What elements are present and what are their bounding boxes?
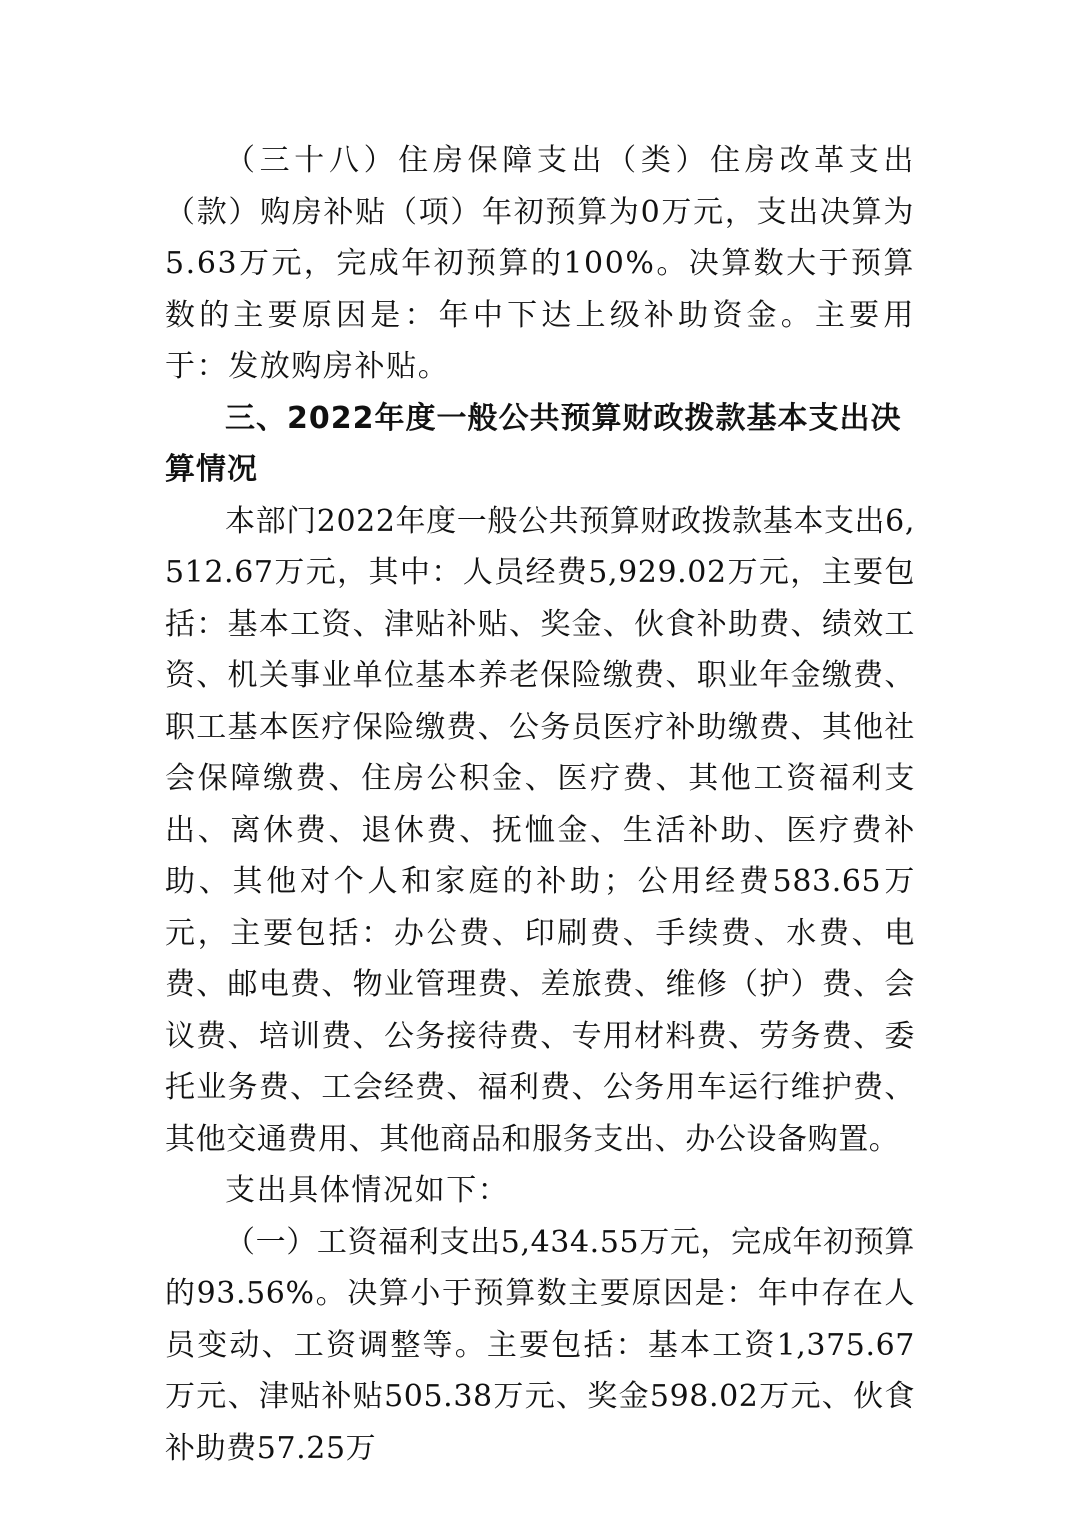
document-body	[165, 135, 915, 1474]
paragraph-expenditure-intro: 支出具体情况如下：	[225, 1173, 510, 1208]
paragraph-salary-welfare: （一）工资福利支出5,434.55万元，完成年初预算的93.56%。决算小于预算数主要原因是：年中存在人员变动、工资调整等。主要包括：基本工资1,375.67万元、津贴补贴505.38万元、奖金598.02万元、伙食补助费57.25万	[165, 1224, 915, 1466]
section-heading-basic-expenditure: 三、2022年度一般公共预算财政拨款基本支出决算情况	[165, 400, 902, 487]
paragraph-housing-subsidy: （三十八）住房保障支出（类）住房改革支出（款）购房补贴（项）年初预算为0万元，支出决算为5.63万元，完成年初预算的100%。决算数大于预算数的主要原因是：年中下达上级补助资金。主要用于：发放购房补贴。	[165, 143, 915, 384]
paragraph-basic-expenditure-summary: 本部门2022年度一般公共预算财政拨款基本支出6,512.67万元，其中：人员经费5,929.02万元，主要包括：基本工资、津贴补贴、奖金、伙食补助费、绩效工资、机关事业单位基本养老保险缴费、职业年金缴费、职工基本医疗保险缴费、公务员医疗补助缴费、其他社会保障缴费、住房公积金、医疗费、其他工资福利支出、离休费、退休费、抚恤金、生活补助、医疗费补助、其他对个人和家庭的补助；公用经费583.65万元，主要包括：办公费、印刷费、手续费、水费、电费、邮电费、物业管理费、差旅费、维修（护）费、会议费、培训费、公务接待费、专用材料费、劳务费、委托业务费、工会经费、福利费、公务用车运行维护费、其他交通费用、其他商品和服务支出、办公设备购置。	[165, 503, 915, 1157]
